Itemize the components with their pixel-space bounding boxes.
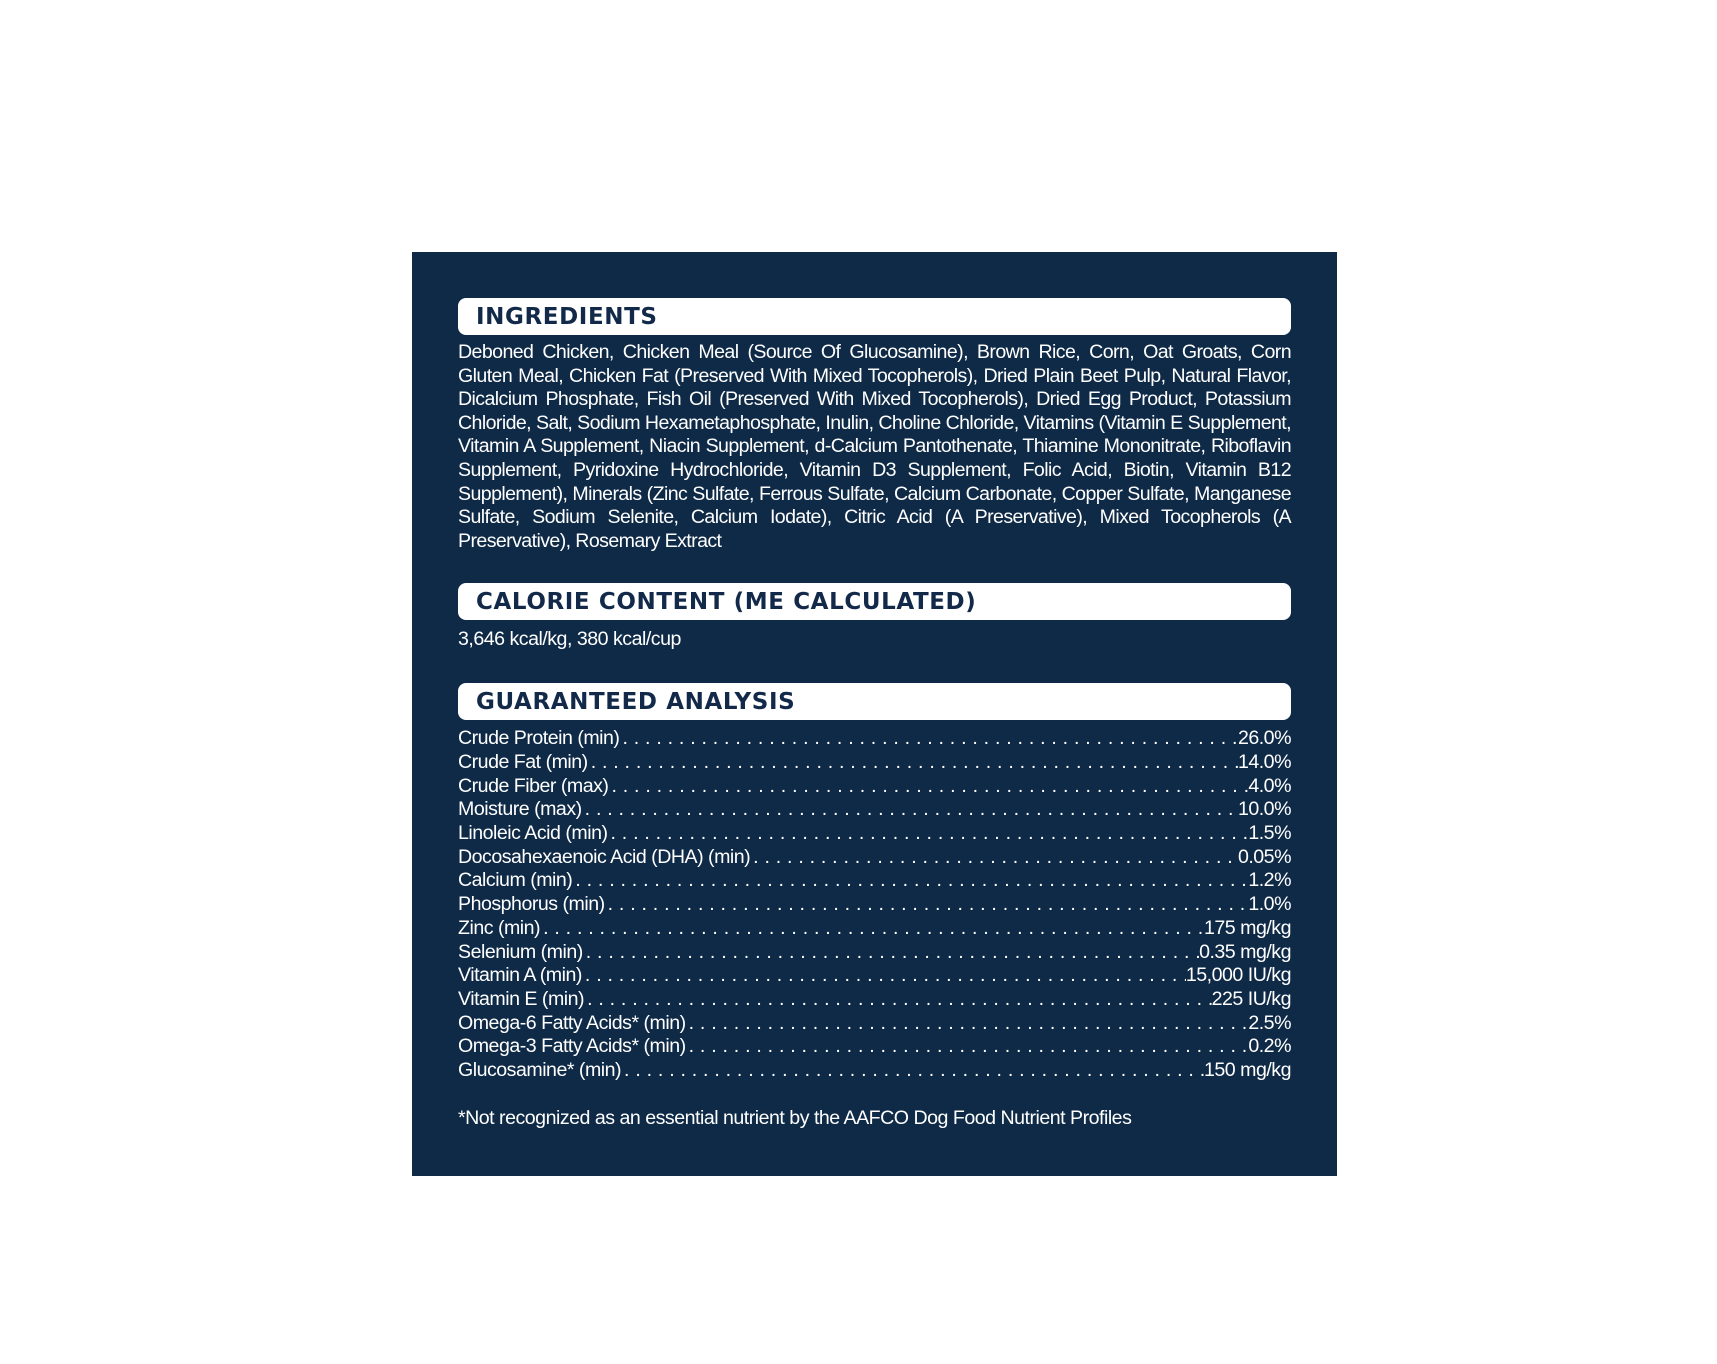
leader-dots	[582, 798, 1238, 822]
analysis-label: Phosphorus (min)	[458, 893, 605, 916]
analysis-value: 0.2%	[1248, 1035, 1291, 1058]
leader-dots	[540, 917, 1204, 941]
analysis-value: 14.0%	[1237, 751, 1291, 774]
analysis-value: 10.0%	[1237, 798, 1291, 821]
leader-dots	[619, 727, 1237, 751]
analysis-row	[458, 727, 1291, 751]
analysis-label: Selenium (min)	[458, 940, 583, 963]
analysis-row	[458, 964, 1291, 988]
analysis-label: Linoleic Acid (min)	[458, 822, 608, 845]
ingredients-list: Deboned Chicken, Chicken Meal (Source Of Glucosamine), Brown Rice, Corn, Oat Groats, Corn Gluten Meal, Chicken Fat (Preserved With Mixed Tocopherols), Dried Plain Beet Pulp, Natural Flavor, Dicalcium Phosphate, Fish Oil (Preserved With Mixed Tocopherols), Dried Egg Product, Potassium Chloride, Salt, Sodium Hexametaphosphate, Inulin, Choline Chloride, Vitamins (Vitamin E Supplement, Vitamin A Supplement, Niacin Supplement, d-Calcium Pantothenate, Thiamine Mononitrate, Riboflavin Supplement, Pyridoxine Hydrochloride, Vitamin D3 Supplement, Folic Acid, Biotin, Vitamin B12 Supplement), Minerals (Zinc Sulfate, Ferrous Sulfate, Calcium Carbonate, Copper Sulfate, Manganese Sulfate, Sodium Selenite, Calcium Iodate), Citric Acid (A Preservative), Mixed Tocopherols (A Preservative), Rosemary Extract	[458, 341, 1291, 552]
analysis-label: Crude Fiber (max)	[458, 774, 609, 797]
ingredients-heading: INGREDIENTS	[476, 303, 658, 330]
analysis-label: Moisture (max)	[458, 798, 582, 821]
analysis-row	[458, 751, 1291, 775]
leader-dots	[750, 846, 1238, 870]
analysis-value: 26.0%	[1237, 727, 1291, 750]
analysis-row	[458, 869, 1291, 893]
analysis-row	[458, 1012, 1291, 1036]
leader-dots	[588, 751, 1238, 775]
leader-dots	[686, 1035, 1249, 1059]
analysis-row	[458, 917, 1291, 941]
leader-dots	[583, 941, 1199, 965]
analysis-label: Crude Fat (min)	[458, 751, 588, 774]
ingredients-header	[458, 298, 1291, 335]
analysis-value: 150 mg/kg	[1204, 1058, 1291, 1081]
footnote: *Not recognized as an essential nutrient by the AAFCO Dog Food Nutrient Profiles	[458, 1106, 1132, 1129]
analysis-value: 0.35 mg/kg	[1199, 940, 1291, 963]
analysis-value: 225 IU/kg	[1211, 987, 1291, 1010]
analysis-value: 1.5%	[1248, 822, 1291, 845]
analysis-row	[458, 798, 1291, 822]
analysis-label: Zinc (min)	[458, 916, 541, 939]
analysis-label: Vitamin E (min)	[458, 987, 585, 1010]
analysis-row	[458, 846, 1291, 870]
analysis-header	[458, 683, 1291, 720]
nutrition-panel	[412, 252, 1337, 1176]
analysis-row	[458, 988, 1291, 1012]
leader-dots	[572, 869, 1248, 893]
analysis-value: 15,000 IU/kg	[1185, 964, 1291, 987]
analysis-row	[458, 893, 1291, 917]
analysis-heading: GUARANTEED ANALYSIS	[476, 688, 796, 715]
analysis-value: 0.05%	[1237, 845, 1291, 868]
calorie-value: 3,646 kcal/kg, 380 kcal/cup	[458, 628, 681, 651]
analysis-label: Calcium (min)	[458, 869, 573, 892]
analysis-row	[458, 822, 1291, 846]
analysis-label: Omega-6 Fatty Acids* (min)	[458, 1011, 686, 1034]
analysis-value: 1.0%	[1248, 893, 1291, 916]
analysis-value: 2.5%	[1248, 1011, 1291, 1034]
leader-dots	[686, 1012, 1249, 1036]
analysis-value: 175 mg/kg	[1204, 916, 1291, 939]
leader-dots	[621, 1059, 1204, 1083]
leader-dots	[608, 775, 1248, 799]
calorie-header	[458, 583, 1291, 620]
analysis-row	[458, 1059, 1291, 1083]
leader-dots	[584, 988, 1212, 1012]
analysis-label: Crude Protein (min)	[458, 727, 620, 750]
analysis-row	[458, 1035, 1291, 1059]
leader-dots	[582, 964, 1186, 988]
calorie-heading: CALORIE CONTENT (ME CALCULATED)	[476, 588, 977, 615]
leader-dots	[605, 893, 1249, 917]
analysis-label: Omega-3 Fatty Acids* (min)	[458, 1035, 686, 1058]
analysis-label: Vitamin A (min)	[458, 964, 582, 987]
analysis-label: Glucosamine* (min)	[458, 1058, 622, 1081]
analysis-value: 1.2%	[1248, 869, 1291, 892]
analysis-row	[458, 775, 1291, 799]
analysis-row	[458, 941, 1291, 965]
analysis-table	[458, 727, 1291, 1082]
analysis-label: Docosahexaenoic Acid (DHA) (min)	[458, 845, 751, 868]
analysis-value: 4.0%	[1248, 774, 1291, 797]
leader-dots	[608, 822, 1249, 846]
